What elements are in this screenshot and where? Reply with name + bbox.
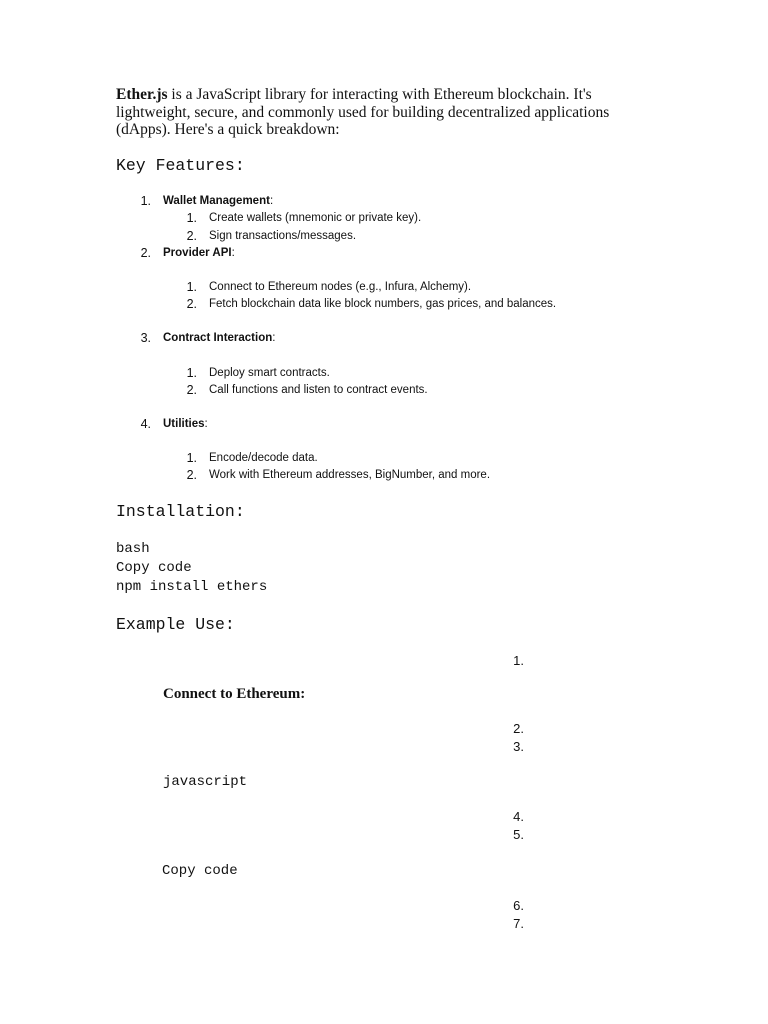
feature-wallet-management: Wallet Management: [163, 195, 274, 207]
installation-heading: Installation: [116, 502, 245, 521]
intro-paragraph [116, 86, 636, 139]
intro-text: is a JavaScript library for interacting with Ethereum blockchain. It's lightweight, secure, and commonly used for building decentralized applications (dApps). Here's a quick breakdown: [116, 86, 610, 138]
sub-item-text: Fetch blockchain data like block numbers, gas prices, and balances. [209, 298, 557, 310]
code-language-label: javascript [163, 774, 248, 790]
library-name: Ether.js [116, 86, 168, 103]
code-line-number: 7. [513, 916, 524, 931]
feature-utilities: Utilities: [163, 418, 208, 430]
code-line-number: 3. [513, 739, 524, 754]
sub-item-number: 2. [186, 297, 197, 311]
code-line-number: 1. [513, 653, 524, 668]
sub-item-text: Call functions and listen to contract events. [209, 384, 428, 396]
sub-item-number: 2. [186, 383, 197, 397]
feature-number: 3. [140, 331, 151, 345]
copy-code-button[interactable]: Copy code [162, 863, 238, 879]
sub-item-text: Sign transactions/messages. [209, 230, 357, 242]
connect-ethereum-label: Connect to Ethereum: [163, 686, 306, 702]
sub-item-text: Encode/decode data. [209, 452, 318, 464]
key-features-heading: Key Features: [116, 156, 245, 175]
feature-provider-api: Provider API: [163, 247, 235, 259]
sub-item-number: 2. [186, 468, 197, 482]
sub-item-number: 1. [186, 451, 197, 465]
install-command: npm install ethers [116, 579, 268, 595]
sub-item-number: 1. [186, 366, 197, 380]
code-language-label: bash [116, 541, 150, 557]
sub-item-text: Deploy smart contracts. [209, 367, 330, 379]
sub-item-text: Connect to Ethereum nodes (e.g., Infura, Alchemy). [209, 281, 472, 293]
sub-item-text: Work with Ethereum addresses, BigNumber, and more. [209, 469, 491, 481]
code-line-number: 4. [513, 809, 524, 824]
feature-number: 4. [140, 417, 151, 431]
code-line-number: 6. [513, 898, 524, 913]
sub-item-number: 2. [186, 229, 197, 243]
example-use-heading: Example Use: [116, 615, 235, 634]
sub-item-text: Create wallets (mnemonic or private key). [209, 212, 422, 224]
code-line-number: 5. [513, 827, 524, 842]
feature-number: 2. [140, 246, 151, 260]
code-line-number: 2. [513, 721, 524, 736]
copy-code-button[interactable]: Copy code [116, 560, 192, 576]
sub-item-number: 1. [186, 211, 197, 225]
feature-number: 1. [140, 194, 151, 208]
feature-contract-interaction: Contract Interaction: [163, 332, 276, 344]
sub-item-number: 1. [186, 280, 197, 294]
